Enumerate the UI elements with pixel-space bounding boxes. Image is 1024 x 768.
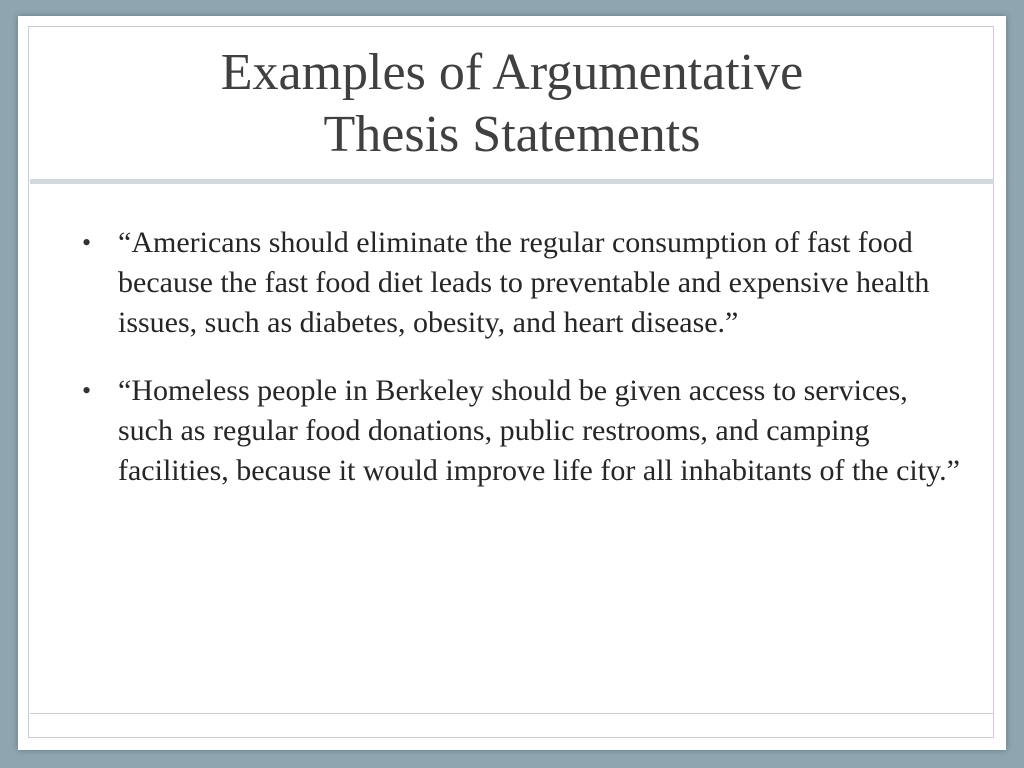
- bullet-marker-icon: •: [82, 228, 92, 257]
- bullet-marker-icon: •: [82, 376, 92, 405]
- slide-title-line-1: Examples of Argumentative: [220, 44, 804, 101]
- slide-title-line-2: Thesis Statements: [323, 106, 701, 163]
- bullet-text-2: “Homeless people in Berkeley should be given access to services, such as regular food donations, public restrooms, and camping facilities, because it would improve life for all inhabitants of the city.”: [118, 374, 960, 487]
- footer-divider: [30, 713, 994, 714]
- slide-title: [30, 42, 994, 166]
- bullet-text-1: “Americans should eliminate the regular consumption of fast food because the fast food diet leads to preventable and expensive health issues, such as diabetes, obesity, and heart disease.”: [118, 226, 930, 339]
- slide: [18, 16, 1006, 750]
- bullet-item-1: [72, 223, 962, 343]
- bullet-item-2: [72, 371, 962, 491]
- title-divider: [30, 179, 994, 184]
- bullet-list: [72, 223, 962, 519]
